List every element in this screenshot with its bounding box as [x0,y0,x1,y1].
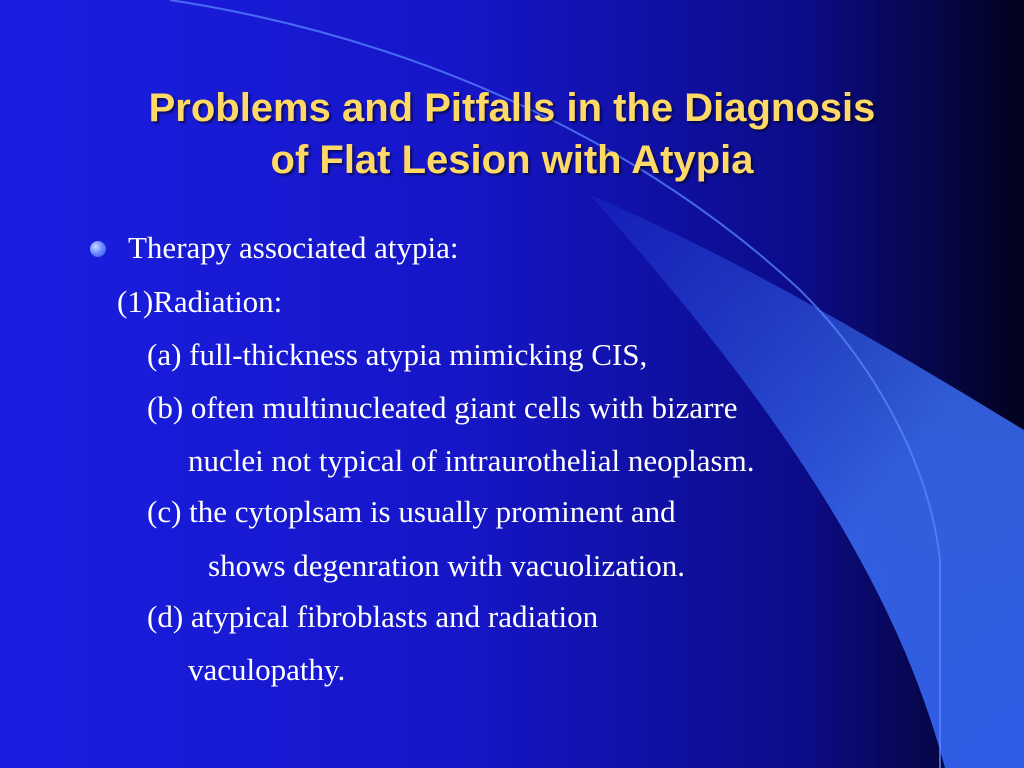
round-bullet-icon [90,241,106,257]
body-line-c-cont: shows degenration with vacuolization. [208,548,685,583]
body-line-therapy: Therapy associated atypia: [128,230,459,265]
body-line-d-cont: vaculopathy. [188,652,346,687]
body-line-radiation: (1)Radiation: [117,284,283,319]
slide-title-line-2: of Flat Lesion with Atypia [270,138,754,182]
body-line-b-cont: nuclei not typical of intraurothelial neoplasm. [188,443,755,478]
body-line-b: (b) often multinucleated giant cells with bizarre [147,390,738,425]
slide-title-line-1: Problems and Pitfalls in the Diagnosis [148,86,876,130]
body-line-d: (d) atypical fibroblasts and radiation [147,599,599,634]
body-line-c: (c) the cytoplsam is usually prominent and [147,494,676,529]
body-line-a: (a) full-thickness atypia mimicking CIS, [147,337,648,372]
